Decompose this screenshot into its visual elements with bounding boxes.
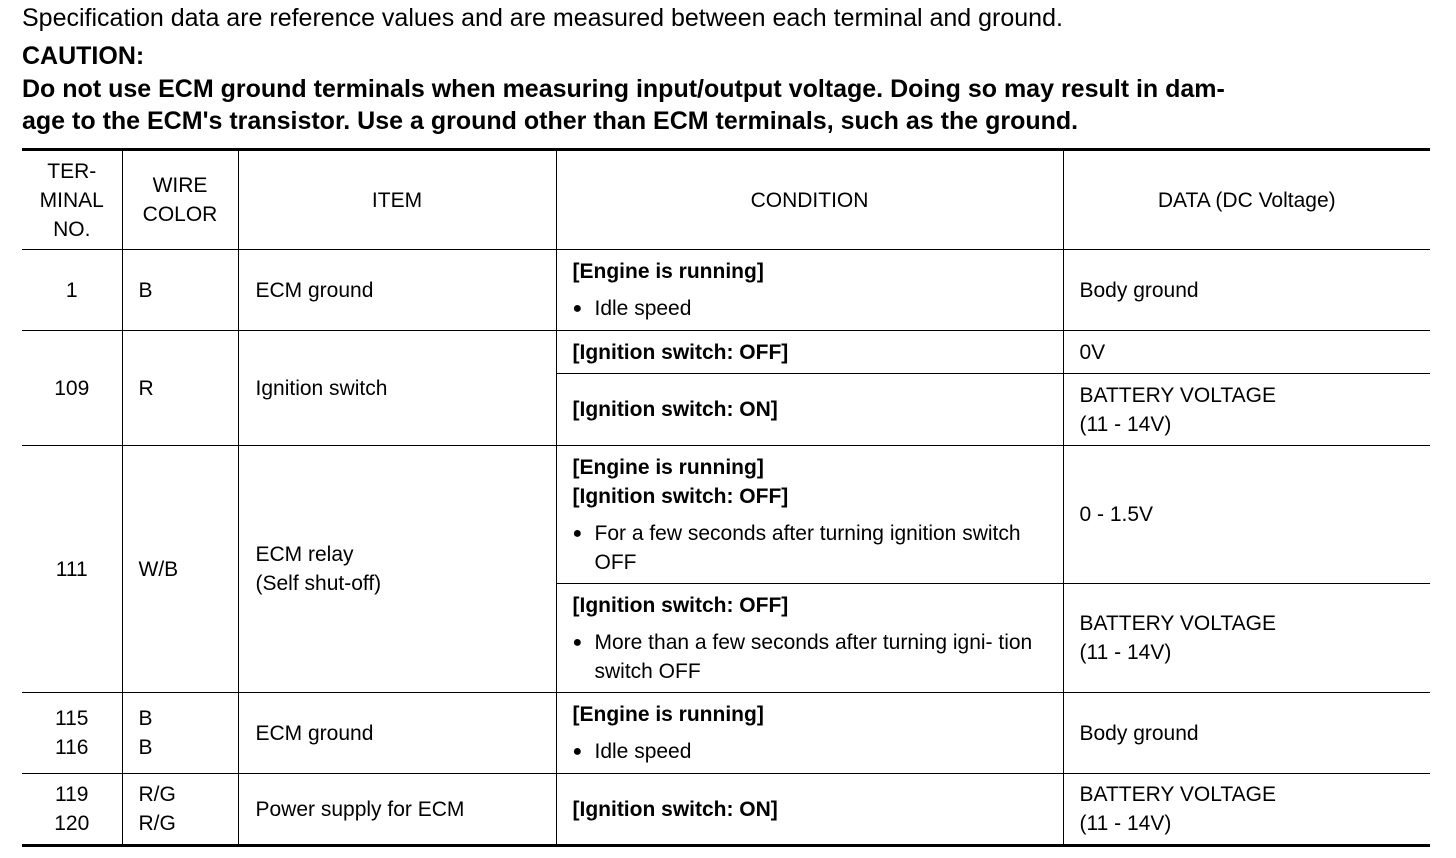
- intro-text: Specification data are reference values and are measured between each terminal and ground.: [22, 4, 1063, 32]
- condition-title: [Engine is running]: [572, 455, 764, 479]
- wire-color-cell: R: [122, 331, 238, 446]
- data-cell: BATTERY VOLTAGE (11 - 14V): [1063, 584, 1430, 693]
- terminal-cell: 111: [22, 446, 122, 693]
- data-cell: 0 - 1.5V: [1063, 446, 1430, 584]
- terminal-cell: 109: [22, 331, 122, 446]
- wire-color-cell: W/B: [122, 446, 238, 693]
- item-cell: Ignition switch: [238, 331, 556, 446]
- header-condition: CONDITION: [556, 150, 1063, 250]
- condition-title: [Engine is running]: [572, 260, 764, 283]
- condition-cell: [556, 774, 1063, 846]
- item-cell: ECM ground: [238, 250, 556, 331]
- condition-title: [Ignition switch: ON]: [572, 398, 778, 421]
- header-data: DATA (DC Voltage): [1063, 150, 1430, 250]
- data-cell: 0V: [1063, 331, 1430, 374]
- header-item: ITEM: [238, 150, 556, 250]
- condition-bullet: ● Idle speed: [573, 737, 1051, 766]
- condition-bullet: ● For a few seconds after turning ignition switch OFF: [573, 519, 1051, 577]
- bullet-icon: ●: [572, 743, 583, 760]
- wire-color-cell: B B: [122, 693, 238, 774]
- data-cell: Body ground: [1063, 693, 1430, 774]
- condition-cell: [556, 331, 1063, 374]
- condition-cell: [556, 374, 1063, 446]
- condition-cell: [556, 584, 1063, 693]
- condition-title: [Ignition switch: OFF]: [572, 593, 789, 617]
- condition-title: [Ignition switch: OFF]: [572, 340, 789, 364]
- caution-text-line-2: age to the ECM's transistor. Use a ground other than ECM terminals, such as the ground.: [22, 107, 1079, 135]
- table-row: [22, 446, 1430, 584]
- terminal-cell: 119 120: [22, 774, 122, 846]
- table-row: [22, 693, 1430, 774]
- table-row: [22, 250, 1430, 331]
- data-cell: Body ground: [1063, 250, 1430, 331]
- condition-title: [Engine is running]: [572, 703, 764, 726]
- condition-bullet: ● More than a few seconds after turning igni- tion switch OFF: [573, 628, 1051, 686]
- wire-color-cell: B: [122, 250, 238, 331]
- condition-cell: [556, 250, 1063, 331]
- condition-bullet: ● Idle speed: [573, 294, 1051, 323]
- condition-title: [Ignition switch: ON]: [572, 797, 778, 821]
- condition-cell: [556, 693, 1063, 774]
- data-cell: BATTERY VOLTAGE (11 - 14V): [1063, 774, 1430, 846]
- bullet-icon: ●: [572, 300, 583, 317]
- condition-cell: [556, 446, 1063, 584]
- item-cell: Power supply for ECM: [238, 774, 556, 846]
- table-row: [22, 331, 1430, 374]
- caution-text-line-1: Do not use ECM ground terminals when measuring input/output voltage. Doing so may result in dam-: [22, 75, 1225, 103]
- caution-title: CAUTION:: [22, 42, 145, 70]
- item-cell: ECM ground: [238, 693, 556, 774]
- wire-color-cell: R/G R/G: [122, 774, 238, 846]
- header-wire-color: WIRE COLOR: [122, 150, 238, 250]
- bullet-icon: ●: [572, 633, 583, 651]
- terminal-cell: 1: [22, 250, 122, 331]
- data-cell: BATTERY VOLTAGE (11 - 14V): [1063, 374, 1430, 446]
- bullet-icon: ●: [572, 524, 583, 542]
- table-header-row: [22, 150, 1430, 250]
- terminal-spec-table: [22, 148, 1430, 847]
- terminal-cell: 115 116: [22, 693, 122, 774]
- header-terminal-no: TER- MINAL NO.: [22, 150, 122, 250]
- condition-title: [Ignition switch: OFF]: [572, 484, 789, 508]
- item-cell: ECM relay (Self shut-off): [238, 446, 556, 693]
- table-row: [22, 774, 1430, 846]
